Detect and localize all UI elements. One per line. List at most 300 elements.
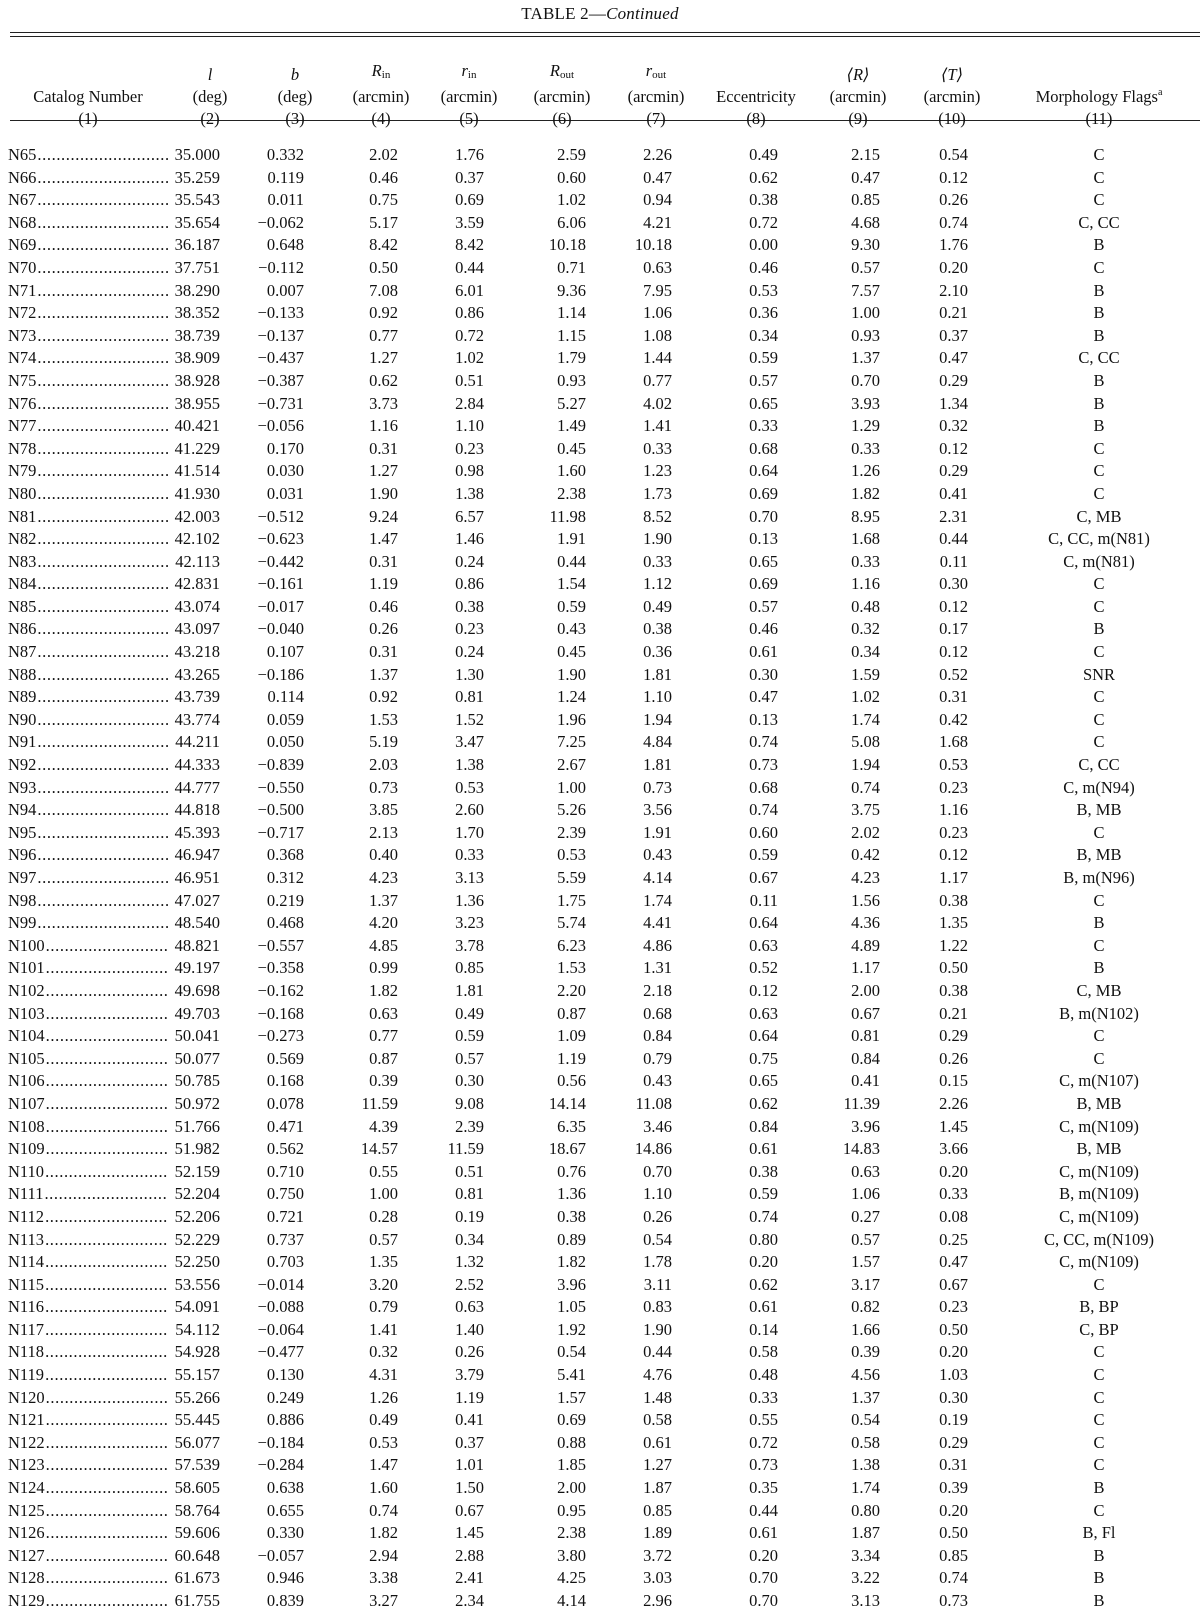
value-cell: 0.39 — [851, 1342, 880, 1362]
value-cell: 0.65 — [749, 1071, 778, 1091]
value-cell: 1.19 — [455, 1387, 484, 1407]
morphology-flags-cell: B — [1093, 393, 1105, 413]
leader-dots — [45, 1342, 168, 1361]
value-cell: 2.00 — [557, 1478, 586, 1498]
value-cell: 0.50 — [939, 958, 968, 978]
value-cell: 1.91 — [643, 822, 672, 842]
table-row — [8, 1183, 1200, 1206]
value-cell: 1.27 — [643, 1455, 672, 1475]
column-header-6 — [514, 40, 610, 136]
value-cell: −0.839 — [257, 755, 304, 775]
table-row — [8, 1206, 1200, 1229]
value-cell: 41.514 — [174, 461, 220, 481]
spacer-row — [8, 136, 1200, 144]
leader-dots — [46, 1568, 168, 1587]
value-cell: 11.08 — [635, 1093, 672, 1113]
leader-dots — [37, 732, 168, 751]
morphology-flags-cell: C — [1093, 1048, 1105, 1068]
value-cell: 0.25 — [939, 1229, 968, 1249]
value-cell: 0.68 — [749, 438, 778, 458]
value-cell: 0.655 — [266, 1500, 304, 1520]
morphology-flags-cell: B — [1093, 325, 1105, 345]
leader-dots — [45, 1252, 168, 1271]
value-cell: 52.250 — [174, 1252, 220, 1272]
table-row — [8, 618, 1200, 641]
catalog-number: N94 — [8, 800, 37, 820]
column-subscript: out — [652, 69, 667, 81]
value-cell: 0.34 — [455, 1229, 484, 1249]
catalog-number: N81 — [8, 506, 37, 526]
leader-dots — [37, 281, 168, 300]
table-title-label: TABLE 2 — [521, 4, 589, 23]
leader-dots — [37, 552, 168, 571]
value-cell: −0.057 — [257, 1545, 304, 1565]
value-cell: 0.87 — [557, 1003, 586, 1023]
value-cell: 53.556 — [174, 1274, 220, 1294]
value-cell: 1.48 — [643, 1387, 672, 1407]
value-cell: 2.13 — [369, 822, 398, 842]
value-cell: 1.47 — [369, 1455, 398, 1475]
value-cell: 0.19 — [939, 1410, 968, 1430]
value-cell: 0.58 — [749, 1342, 778, 1362]
value-cell: 0.44 — [557, 551, 586, 571]
table-row — [8, 890, 1200, 913]
value-cell: 58.764 — [174, 1500, 220, 1520]
value-cell: 0.93 — [557, 370, 586, 390]
catalog-number: N69 — [8, 235, 37, 255]
value-cell: 1.34 — [939, 393, 968, 413]
value-cell: 2.26 — [939, 1093, 968, 1113]
value-cell: 3.22 — [851, 1568, 880, 1588]
value-cell: 0.011 — [267, 190, 304, 210]
value-cell: 0.61 — [749, 1139, 778, 1159]
table-row — [8, 664, 1200, 687]
leader-dots — [37, 439, 168, 458]
value-cell: 52.204 — [174, 1184, 220, 1204]
table-row — [8, 1590, 1200, 1613]
catalog-number: N120 — [8, 1387, 45, 1407]
value-cell: −0.442 — [257, 551, 304, 571]
value-cell: 4.20 — [369, 913, 398, 933]
value-cell: 52.159 — [174, 1161, 220, 1181]
value-cell: 0.34 — [851, 642, 880, 662]
value-cell: 0.050 — [266, 732, 304, 752]
catalog-number-cell — [8, 528, 168, 551]
value-cell: 42.831 — [174, 574, 220, 594]
value-cell: 48.540 — [174, 913, 220, 933]
column-symbol: r — [461, 61, 468, 80]
value-cell: −0.717 — [257, 822, 304, 842]
value-cell: 0.79 — [369, 1297, 398, 1317]
table-row — [8, 573, 1200, 596]
value-cell: −0.168 — [257, 1003, 304, 1023]
value-cell: 0.20 — [939, 1161, 968, 1181]
value-cell: 1.49 — [557, 416, 586, 436]
value-cell: 4.02 — [643, 393, 672, 413]
column-unit: (arcmin) — [829, 87, 887, 106]
leader-dots — [46, 1546, 168, 1565]
table-row — [8, 1251, 1200, 1274]
column-header-3 — [252, 40, 338, 136]
catalog-number: N110 — [8, 1161, 45, 1181]
value-cell: 1.94 — [851, 755, 880, 775]
value-cell: 0.31 — [369, 642, 398, 662]
leader-dots — [37, 371, 168, 390]
value-cell: 0.62 — [749, 167, 778, 187]
value-cell: 0.20 — [939, 257, 968, 277]
value-cell: 0.29 — [939, 461, 968, 481]
value-cell: 0.12 — [939, 438, 968, 458]
value-cell: −0.133 — [257, 303, 304, 323]
value-cell: 40.421 — [174, 416, 220, 436]
value-cell: 0.030 — [266, 461, 304, 481]
value-cell: 4.23 — [369, 868, 398, 887]
morphology-flags-cell: C — [1093, 1455, 1105, 1475]
catalog-number-cell — [8, 302, 168, 325]
value-cell: 0.70 — [643, 1161, 672, 1181]
catalog-number: N85 — [8, 596, 37, 616]
value-cell: 1.05 — [557, 1297, 586, 1317]
catalog-number: N122 — [8, 1432, 45, 1452]
value-cell: 0.57 — [851, 1229, 880, 1249]
value-cell: 1.37 — [851, 348, 880, 368]
value-cell: −0.623 — [257, 529, 304, 549]
value-cell: 0.63 — [643, 257, 672, 277]
table-row — [8, 822, 1200, 845]
value-cell: 0.63 — [851, 1161, 880, 1181]
catalog-number-cell — [8, 280, 168, 303]
value-cell: 0.47 — [749, 687, 778, 707]
value-cell: 1.17 — [851, 958, 880, 978]
leader-dots — [37, 168, 168, 187]
table-row — [8, 551, 1200, 574]
leader-dots — [45, 1297, 168, 1316]
value-cell: 56.077 — [174, 1432, 220, 1452]
value-cell: 1.50 — [455, 1478, 484, 1498]
catalog-number-cell — [8, 234, 168, 257]
value-cell: 0.26 — [939, 190, 968, 210]
column-number: (9) — [848, 109, 868, 128]
value-cell: 51.766 — [174, 1116, 220, 1136]
value-cell: 1.06 — [643, 303, 672, 323]
value-cell: 0.71 — [557, 257, 586, 277]
value-cell: 0.721 — [266, 1206, 304, 1226]
value-cell: 0.45 — [557, 642, 586, 662]
value-cell: 0.92 — [369, 303, 398, 323]
value-cell: 0.32 — [939, 416, 968, 436]
value-cell: 1.37 — [369, 890, 398, 910]
value-cell: 0.56 — [557, 1071, 586, 1091]
catalog-number: N112 — [8, 1206, 45, 1226]
value-cell: 37.751 — [174, 257, 220, 277]
value-cell: 0.86 — [455, 303, 484, 323]
value-cell: 0.68 — [749, 777, 778, 797]
morphology-flags-cell: C — [1093, 1274, 1105, 1294]
leader-dots — [45, 1365, 168, 1384]
value-cell: 0.12 — [939, 845, 968, 865]
value-cell: 2.94 — [369, 1545, 398, 1565]
morphology-flags-cell: C, CC, m(N81) — [1048, 529, 1150, 549]
value-cell: 0.48 — [749, 1365, 778, 1385]
leader-dots — [37, 529, 168, 548]
catalog-number: N91 — [8, 732, 37, 752]
value-cell: 1.70 — [455, 822, 484, 842]
value-cell: 1.87 — [643, 1478, 672, 1498]
value-cell: 5.08 — [851, 732, 880, 752]
value-cell: 1.47 — [369, 529, 398, 549]
morphology-flags-cell: C — [1093, 167, 1105, 187]
catalog-number-cell — [8, 1522, 168, 1545]
value-cell: 0.70 — [749, 1591, 778, 1610]
value-cell: 4.68 — [851, 212, 880, 232]
value-cell: 1.74 — [851, 709, 880, 729]
morphology-flags-cell: C — [1093, 822, 1105, 842]
value-cell: 1.90 — [643, 529, 672, 549]
catalog-number-cell — [8, 212, 168, 235]
catalog-number: N128 — [8, 1568, 45, 1588]
value-cell: 0.62 — [749, 1274, 778, 1294]
leader-dots — [46, 1433, 168, 1452]
leader-dots — [46, 1004, 168, 1023]
value-cell: 6.01 — [455, 280, 484, 300]
value-cell: 0.74 — [939, 212, 968, 232]
value-cell: 0.46 — [369, 167, 398, 187]
morphology-flags-cell: B — [1093, 416, 1105, 436]
column-header-8 — [702, 40, 810, 136]
value-cell: 1.46 — [455, 529, 484, 549]
morphology-flags-cell: C, CC — [1078, 755, 1120, 775]
value-cell: 0.30 — [939, 574, 968, 594]
table-row — [8, 1409, 1200, 1432]
morphology-flags-cell: C, CC — [1078, 348, 1120, 368]
value-cell: 3.03 — [643, 1568, 672, 1588]
value-cell: 1.26 — [851, 461, 880, 481]
value-cell: 1.82 — [369, 1523, 398, 1543]
value-cell: 0.33 — [749, 416, 778, 436]
catalog-number-cell — [8, 1409, 168, 1432]
leader-dots — [46, 1388, 168, 1407]
value-cell: 0.70 — [749, 506, 778, 526]
column-number: (3) — [285, 109, 305, 128]
morphology-flags-cell: C, m(N109) — [1059, 1161, 1139, 1181]
header-row — [8, 40, 1200, 136]
morphology-flags-cell: C, m(N81) — [1063, 551, 1135, 571]
value-cell: 3.73 — [369, 393, 398, 413]
value-cell: 0.130 — [266, 1365, 304, 1385]
value-cell: 0.54 — [851, 1410, 880, 1430]
value-cell: 0.37 — [455, 1432, 484, 1452]
value-cell: 3.85 — [369, 800, 398, 820]
catalog-number: N97 — [8, 868, 37, 887]
catalog-number-cell — [8, 1048, 168, 1071]
value-cell: 0.44 — [939, 529, 968, 549]
catalog-number-cell — [8, 957, 168, 980]
value-cell: 38.928 — [174, 370, 220, 390]
value-cell: 44.777 — [174, 777, 220, 797]
value-cell: 1.56 — [851, 890, 880, 910]
value-cell: 0.46 — [369, 596, 398, 616]
value-cell: 0.53 — [369, 1432, 398, 1452]
value-cell: 43.097 — [174, 619, 220, 639]
value-cell: 1.16 — [369, 416, 398, 436]
value-cell: 0.62 — [369, 370, 398, 390]
value-cell: 0.46 — [749, 257, 778, 277]
value-cell: 1.36 — [455, 890, 484, 910]
column-number: (7) — [646, 109, 666, 128]
catalog-number: N72 — [8, 303, 37, 323]
morphology-flags-cell: C — [1093, 1500, 1105, 1520]
column-label: Catalog Number — [33, 87, 143, 106]
value-cell: 0.61 — [749, 642, 778, 662]
column-header-9 — [810, 40, 906, 136]
leader-dots — [45, 1162, 168, 1181]
value-cell: 0.41 — [455, 1410, 484, 1430]
value-cell: 0.30 — [749, 664, 778, 684]
value-cell: 0.30 — [939, 1387, 968, 1407]
value-cell: 0.53 — [557, 845, 586, 865]
catalog-number: N73 — [8, 325, 37, 345]
value-cell: 42.003 — [174, 506, 220, 526]
value-cell: 0.31 — [939, 687, 968, 707]
value-cell: 55.266 — [174, 1387, 220, 1407]
value-cell: 0.74 — [749, 1206, 778, 1226]
morphology-flags-cell: B — [1093, 235, 1105, 255]
value-cell: 0.64 — [749, 461, 778, 481]
value-cell: 0.170 — [266, 438, 304, 458]
value-cell: 35.259 — [174, 167, 220, 187]
catalog-number: N83 — [8, 551, 37, 571]
catalog-number-cell — [8, 1567, 168, 1590]
value-cell: 0.13 — [749, 709, 778, 729]
value-cell: 0.119 — [267, 167, 304, 187]
column-number: (10) — [938, 109, 966, 128]
value-cell: 2.60 — [455, 800, 484, 820]
catalog-number: N111 — [8, 1184, 44, 1204]
value-cell: −0.284 — [257, 1455, 304, 1475]
table-row — [8, 415, 1200, 438]
value-cell: 1.74 — [643, 890, 672, 910]
value-cell: 0.50 — [939, 1319, 968, 1339]
value-cell: 8.42 — [455, 235, 484, 255]
morphology-flags-cell: C, m(N94) — [1063, 777, 1135, 797]
catalog-number-cell — [8, 1274, 168, 1297]
table-row — [8, 596, 1200, 619]
value-cell: 2.10 — [939, 280, 968, 300]
column-symbol: ⟨T⟩ — [940, 65, 964, 84]
value-cell: 54.091 — [174, 1297, 220, 1317]
morphology-flags-cell: B — [1093, 619, 1105, 639]
value-cell: 0.710 — [266, 1161, 304, 1181]
catalog-number: N126 — [8, 1523, 45, 1543]
value-cell: 0.59 — [749, 845, 778, 865]
value-cell: 0.332 — [266, 145, 304, 164]
value-cell: 0.48 — [851, 596, 880, 616]
value-cell: 2.39 — [557, 822, 586, 842]
morphology-flags-cell: SNR — [1082, 664, 1116, 684]
morphology-flags-cell: C — [1093, 687, 1105, 707]
value-cell: 1.59 — [851, 664, 880, 684]
value-cell: 7.57 — [851, 280, 880, 300]
catalog-number-cell — [8, 347, 168, 370]
value-cell: 1.60 — [557, 461, 586, 481]
value-cell: 0.11 — [749, 890, 778, 910]
value-cell: 14.57 — [360, 1139, 398, 1159]
table-row — [8, 1274, 1200, 1297]
value-cell: 0.20 — [939, 1500, 968, 1520]
leader-dots — [37, 258, 168, 277]
value-cell: −0.550 — [257, 777, 304, 797]
catalog-number: N71 — [8, 280, 37, 300]
value-cell: 1.16 — [939, 800, 968, 820]
value-cell: 0.059 — [266, 709, 304, 729]
table-row — [8, 1048, 1200, 1071]
value-cell: 0.750 — [266, 1184, 304, 1204]
value-cell: 0.21 — [939, 1003, 968, 1023]
catalog-number-cell — [8, 1432, 168, 1455]
leader-dots — [37, 145, 168, 164]
catalog-number: N82 — [8, 529, 37, 549]
value-cell: 0.84 — [643, 1026, 672, 1046]
value-cell: 0.61 — [749, 1523, 778, 1543]
value-cell: 60.648 — [174, 1545, 220, 1565]
catalog-number-cell — [8, 1070, 168, 1093]
catalog-number-cell — [8, 438, 168, 461]
value-cell: 0.44 — [455, 257, 484, 277]
value-cell: 38.290 — [174, 280, 220, 300]
column-number: (1) — [78, 109, 98, 128]
value-cell: 0.70 — [851, 370, 880, 390]
value-cell: −0.014 — [257, 1274, 304, 1294]
table-row — [8, 302, 1200, 325]
catalog-number-cell — [8, 1138, 168, 1161]
value-cell: −0.040 — [257, 619, 304, 639]
table-row — [8, 370, 1200, 393]
table-row — [8, 1432, 1200, 1455]
value-cell: 0.168 — [266, 1071, 304, 1091]
value-cell: 0.35 — [749, 1478, 778, 1498]
value-cell: 55.157 — [174, 1365, 220, 1385]
catalog-number-cell — [8, 483, 168, 506]
value-cell: 0.59 — [455, 1026, 484, 1046]
value-cell: 0.468 — [266, 913, 304, 933]
column-symbol: b — [290, 65, 300, 84]
value-cell: 0.65 — [749, 551, 778, 571]
value-cell: 0.38 — [749, 190, 778, 210]
value-cell: 0.53 — [749, 280, 778, 300]
leader-dots — [37, 213, 168, 232]
table-row — [8, 1003, 1200, 1026]
catalog-number: N119 — [8, 1365, 45, 1385]
catalog-number-cell — [8, 1500, 168, 1523]
value-cell: 57.539 — [174, 1455, 220, 1475]
catalog-number-cell — [8, 325, 168, 348]
catalog-number-cell — [8, 415, 168, 438]
catalog-number: N77 — [8, 416, 37, 436]
value-cell: 6.35 — [557, 1116, 586, 1136]
value-cell: 1.45 — [455, 1523, 484, 1543]
value-cell: 3.66 — [939, 1139, 968, 1159]
value-cell: 0.33 — [939, 1184, 968, 1204]
value-cell: 3.93 — [851, 393, 880, 413]
catalog-number: N100 — [8, 935, 45, 955]
catalog-number: N118 — [8, 1342, 45, 1362]
catalog-number-cell — [8, 257, 168, 280]
value-cell: 2.38 — [557, 483, 586, 503]
leader-dots — [46, 1117, 168, 1136]
catalog-number-cell — [8, 1387, 168, 1410]
value-cell: 0.89 — [557, 1229, 586, 1249]
value-cell: 55.445 — [174, 1410, 220, 1430]
